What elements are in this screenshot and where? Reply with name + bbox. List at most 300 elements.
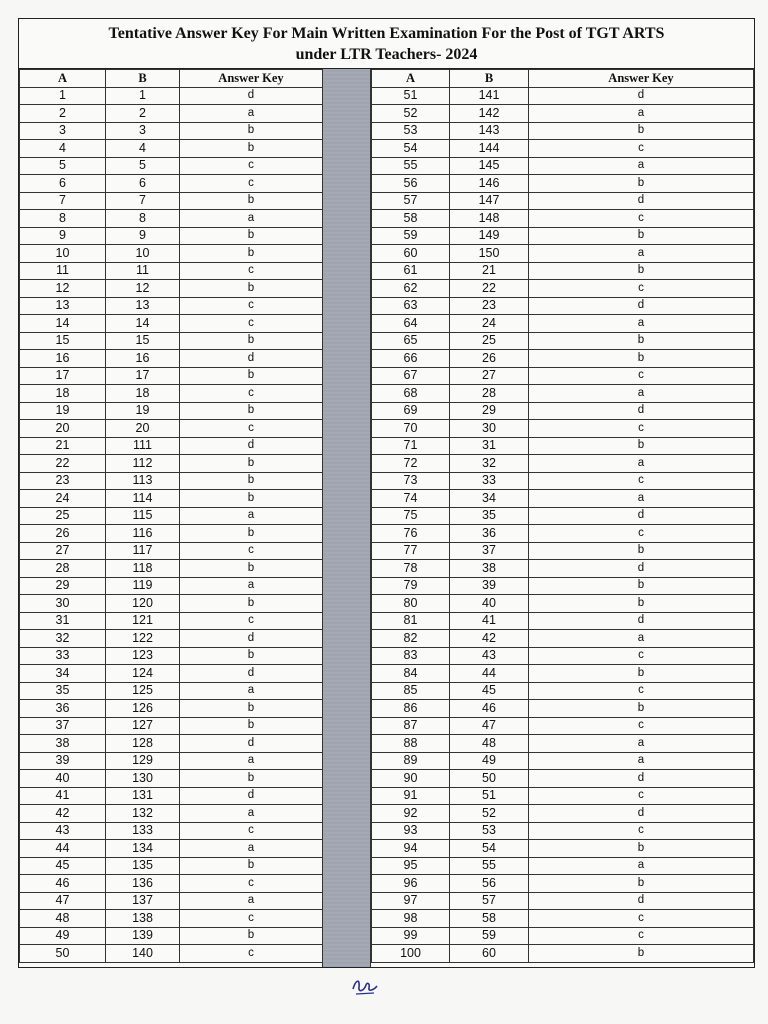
question-number-b: 112 — [106, 455, 180, 473]
question-number-b: 58 — [450, 910, 529, 928]
answer-key-cell: c — [529, 210, 754, 228]
answer-key-cell: b — [180, 367, 323, 385]
answer-key-cell: b — [180, 455, 323, 473]
question-number-b: 25 — [450, 332, 529, 350]
table-row — [20, 472, 323, 490]
answer-key-cell: b — [180, 245, 323, 263]
table-row — [20, 735, 323, 753]
question-number-a: 28 — [20, 560, 106, 578]
question-number-b: 37 — [450, 542, 529, 560]
table-row — [20, 910, 323, 928]
question-number-b: 27 — [450, 367, 529, 385]
answer-key-cell: a — [529, 105, 754, 123]
answer-key-cell: b — [180, 927, 323, 945]
question-number-a: 13 — [20, 297, 106, 315]
table-row — [20, 402, 323, 420]
question-number-a: 44 — [20, 840, 106, 858]
answer-key-cell: d — [529, 560, 754, 578]
table-row — [20, 857, 323, 875]
table-row — [372, 507, 754, 525]
table-row — [372, 560, 754, 578]
answer-key-cell: c — [180, 910, 323, 928]
table-row — [372, 297, 754, 315]
table-row — [372, 262, 754, 280]
question-number-b: 54 — [450, 840, 529, 858]
question-number-b: 3 — [106, 122, 180, 140]
answer-key-cell: b — [180, 472, 323, 490]
table-row — [20, 787, 323, 805]
answer-key-cell: b — [529, 595, 754, 613]
question-number-a: 48 — [20, 910, 106, 928]
table-row — [372, 892, 754, 910]
answer-key-cell: c — [529, 910, 754, 928]
question-number-b: 17 — [106, 367, 180, 385]
table-row — [372, 875, 754, 893]
question-number-a: 9 — [20, 227, 106, 245]
table-row — [372, 647, 754, 665]
question-number-a: 90 — [372, 770, 450, 788]
question-number-b: 49 — [450, 752, 529, 770]
answer-key-cell: c — [180, 875, 323, 893]
question-number-b: 30 — [450, 420, 529, 438]
answer-key-cell: c — [529, 367, 754, 385]
question-number-a: 82 — [372, 630, 450, 648]
question-number-a: 47 — [20, 892, 106, 910]
question-number-a: 79 — [372, 577, 450, 595]
table-row — [20, 647, 323, 665]
table-row — [20, 192, 323, 210]
table-row — [20, 927, 323, 945]
question-number-a: 70 — [372, 420, 450, 438]
answer-key-cell: b — [529, 840, 754, 858]
table-row — [20, 420, 323, 438]
question-number-a: 3 — [20, 122, 106, 140]
question-number-b: 5 — [106, 157, 180, 175]
answer-key-cell: a — [529, 857, 754, 875]
answer-key-cell: b — [529, 577, 754, 595]
table-row — [372, 105, 754, 123]
question-number-a: 22 — [20, 455, 106, 473]
question-number-b: 26 — [450, 350, 529, 368]
question-number-b: 52 — [450, 805, 529, 823]
question-number-a: 97 — [372, 892, 450, 910]
question-number-a: 55 — [372, 157, 450, 175]
question-number-a: 80 — [372, 595, 450, 613]
question-number-a: 30 — [20, 595, 106, 613]
question-number-b: 57 — [450, 892, 529, 910]
answer-key-cell: a — [529, 455, 754, 473]
table-row — [20, 682, 323, 700]
question-number-b: 28 — [450, 385, 529, 403]
question-number-a: 96 — [372, 875, 450, 893]
question-number-a: 57 — [372, 192, 450, 210]
question-number-a: 4 — [20, 140, 106, 158]
table-row — [372, 542, 754, 560]
answer-key-cell: b — [180, 122, 323, 140]
answer-key-cell: c — [529, 682, 754, 700]
question-number-b: 129 — [106, 752, 180, 770]
question-number-b: 132 — [106, 805, 180, 823]
table-row — [20, 507, 323, 525]
question-number-a: 65 — [372, 332, 450, 350]
question-number-a: 14 — [20, 315, 106, 333]
table-row — [20, 560, 323, 578]
answer-key-cell: d — [180, 735, 323, 753]
answer-key-cell: a — [180, 507, 323, 525]
question-number-b: 15 — [106, 332, 180, 350]
answer-key-cell: b — [529, 332, 754, 350]
question-number-b: 142 — [450, 105, 529, 123]
question-number-a: 6 — [20, 175, 106, 193]
question-number-b: 2 — [106, 105, 180, 123]
question-number-a: 100 — [372, 945, 450, 963]
question-number-b: 1 — [106, 87, 180, 105]
question-number-a: 58 — [372, 210, 450, 228]
column-header-a: A — [372, 70, 450, 88]
table-row — [372, 682, 754, 700]
question-number-a: 54 — [372, 140, 450, 158]
table-row — [372, 472, 754, 490]
answer-key-cell: a — [529, 385, 754, 403]
question-number-b: 141 — [450, 87, 529, 105]
table-row — [20, 437, 323, 455]
table-row — [20, 122, 323, 140]
answer-key-cell: b — [529, 437, 754, 455]
table-row — [20, 665, 323, 683]
table-row — [20, 332, 323, 350]
question-number-b: 13 — [106, 297, 180, 315]
question-number-a: 16 — [20, 350, 106, 368]
question-number-b: 48 — [450, 735, 529, 753]
question-number-b: 144 — [450, 140, 529, 158]
answer-key-cell: d — [529, 192, 754, 210]
question-number-a: 98 — [372, 910, 450, 928]
table-row — [372, 840, 754, 858]
answer-key-cell: b — [180, 140, 323, 158]
table-row — [20, 385, 323, 403]
question-number-b: 126 — [106, 700, 180, 718]
question-number-a: 17 — [20, 367, 106, 385]
question-number-a: 73 — [372, 472, 450, 490]
answer-key-cell: b — [180, 192, 323, 210]
question-number-a: 68 — [372, 385, 450, 403]
question-number-b: 10 — [106, 245, 180, 263]
answer-key-cell: b — [180, 647, 323, 665]
shaded-divider — [322, 69, 371, 967]
answer-key-cell: d — [529, 770, 754, 788]
question-number-b: 115 — [106, 507, 180, 525]
column-header-b: B — [450, 70, 529, 88]
question-number-b: 139 — [106, 927, 180, 945]
answer-key-cell: c — [529, 280, 754, 298]
question-number-a: 26 — [20, 525, 106, 543]
table-row — [372, 595, 754, 613]
table-row — [372, 87, 754, 105]
question-number-b: 7 — [106, 192, 180, 210]
table-row — [372, 787, 754, 805]
question-number-a: 7 — [20, 192, 106, 210]
answer-key-cell: a — [180, 210, 323, 228]
question-number-b: 46 — [450, 700, 529, 718]
question-number-b: 138 — [106, 910, 180, 928]
question-number-b: 47 — [450, 717, 529, 735]
answer-key-cell: c — [180, 385, 323, 403]
question-number-b: 59 — [450, 927, 529, 945]
question-number-b: 44 — [450, 665, 529, 683]
answer-key-cell: c — [529, 525, 754, 543]
table-row — [372, 420, 754, 438]
table-row — [20, 210, 323, 228]
table-row — [372, 735, 754, 753]
question-number-a: 27 — [20, 542, 106, 560]
table-row — [372, 437, 754, 455]
table-row — [372, 280, 754, 298]
question-number-a: 19 — [20, 402, 106, 420]
answer-key-cell: a — [180, 840, 323, 858]
question-number-b: 119 — [106, 577, 180, 595]
question-number-a: 61 — [372, 262, 450, 280]
question-number-a: 87 — [372, 717, 450, 735]
question-number-b: 21 — [450, 262, 529, 280]
question-number-a: 2 — [20, 105, 106, 123]
question-number-b: 42 — [450, 630, 529, 648]
question-number-b: 16 — [106, 350, 180, 368]
answer-key-cell: a — [180, 577, 323, 595]
table-row — [20, 455, 323, 473]
table-row — [372, 857, 754, 875]
question-number-a: 5 — [20, 157, 106, 175]
answer-key-cell: b — [180, 280, 323, 298]
question-number-b: 120 — [106, 595, 180, 613]
question-number-b: 148 — [450, 210, 529, 228]
answer-key-cell: a — [180, 892, 323, 910]
table-row — [372, 367, 754, 385]
question-number-b: 114 — [106, 490, 180, 508]
table-row — [20, 350, 323, 368]
question-number-a: 46 — [20, 875, 106, 893]
answer-key-cell: a — [180, 105, 323, 123]
question-number-b: 149 — [450, 227, 529, 245]
answer-key-cell: b — [529, 122, 754, 140]
table-row — [20, 525, 323, 543]
answer-key-cell: a — [529, 630, 754, 648]
question-number-a: 24 — [20, 490, 106, 508]
table-row — [20, 805, 323, 823]
answer-key-cell: b — [529, 262, 754, 280]
table-row — [372, 157, 754, 175]
question-number-b: 14 — [106, 315, 180, 333]
answer-key-cell: d — [529, 612, 754, 630]
question-number-b: 116 — [106, 525, 180, 543]
question-number-a: 53 — [372, 122, 450, 140]
answer-key-cell: d — [180, 787, 323, 805]
question-number-b: 39 — [450, 577, 529, 595]
question-number-b: 145 — [450, 157, 529, 175]
question-number-b: 45 — [450, 682, 529, 700]
table-row — [372, 315, 754, 333]
table-row — [372, 490, 754, 508]
question-number-a: 25 — [20, 507, 106, 525]
question-number-a: 78 — [372, 560, 450, 578]
table-row — [20, 87, 323, 105]
answer-key-cell: b — [529, 175, 754, 193]
answer-key-cell: c — [180, 542, 323, 560]
table-row — [372, 332, 754, 350]
question-number-a: 83 — [372, 647, 450, 665]
question-number-a: 29 — [20, 577, 106, 595]
question-number-b: 122 — [106, 630, 180, 648]
question-number-b: 147 — [450, 192, 529, 210]
answer-key-cell: b — [180, 490, 323, 508]
question-number-a: 92 — [372, 805, 450, 823]
answer-key-cell: b — [529, 227, 754, 245]
question-number-b: 24 — [450, 315, 529, 333]
column-header-answer-key: Answer Key — [180, 70, 323, 88]
question-number-a: 8 — [20, 210, 106, 228]
table-row — [20, 367, 323, 385]
answer-key-cell: d — [529, 507, 754, 525]
question-number-a: 51 — [372, 87, 450, 105]
answer-key-cell: a — [529, 157, 754, 175]
question-number-b: 127 — [106, 717, 180, 735]
table-row — [372, 192, 754, 210]
signature-mark — [350, 975, 380, 1002]
table-row — [20, 700, 323, 718]
table-row — [372, 245, 754, 263]
answer-key-cell: b — [180, 560, 323, 578]
question-number-b: 150 — [450, 245, 529, 263]
title-line-1: Tentative Answer Key For Main Written Examination For the Post of TGT ARTS — [108, 25, 665, 42]
question-number-b: 133 — [106, 822, 180, 840]
question-number-a: 31 — [20, 612, 106, 630]
answer-key-cell: c — [180, 157, 323, 175]
question-number-a: 85 — [372, 682, 450, 700]
table-row — [372, 630, 754, 648]
question-number-a: 45 — [20, 857, 106, 875]
column-header-b: B — [106, 70, 180, 88]
title-line-2: under LTR Teachers- 2024 — [295, 46, 478, 63]
question-number-a: 66 — [372, 350, 450, 368]
table-row — [372, 227, 754, 245]
question-number-a: 64 — [372, 315, 450, 333]
question-number-b: 53 — [450, 822, 529, 840]
table-row — [372, 665, 754, 683]
table-row — [372, 700, 754, 718]
question-number-a: 34 — [20, 665, 106, 683]
table-row — [20, 892, 323, 910]
question-number-a: 84 — [372, 665, 450, 683]
table-row — [20, 717, 323, 735]
question-number-a: 20 — [20, 420, 106, 438]
question-number-b: 22 — [450, 280, 529, 298]
answer-key-cell: c — [529, 927, 754, 945]
question-number-a: 93 — [372, 822, 450, 840]
question-number-b: 135 — [106, 857, 180, 875]
table-row — [20, 945, 323, 963]
answer-key-sheet — [18, 18, 755, 968]
question-number-b: 6 — [106, 175, 180, 193]
answer-key-cell: d — [180, 437, 323, 455]
answer-key-cell: d — [180, 630, 323, 648]
question-number-b: 134 — [106, 840, 180, 858]
table-row — [20, 280, 323, 298]
question-number-a: 94 — [372, 840, 450, 858]
table-row — [20, 840, 323, 858]
table-row — [372, 927, 754, 945]
question-number-a: 59 — [372, 227, 450, 245]
question-number-a: 15 — [20, 332, 106, 350]
question-number-a: 60 — [372, 245, 450, 263]
question-number-a: 39 — [20, 752, 106, 770]
question-number-a: 77 — [372, 542, 450, 560]
answer-key-cell: c — [529, 472, 754, 490]
answer-key-cell: c — [180, 612, 323, 630]
question-number-a: 89 — [372, 752, 450, 770]
answer-key-cell: a — [529, 752, 754, 770]
question-number-a: 69 — [372, 402, 450, 420]
table-row — [20, 630, 323, 648]
question-number-a: 11 — [20, 262, 106, 280]
question-number-b: 41 — [450, 612, 529, 630]
question-number-a: 32 — [20, 630, 106, 648]
table-row — [20, 822, 323, 840]
column-header-a: A — [20, 70, 106, 88]
question-number-b: 130 — [106, 770, 180, 788]
question-number-b: 35 — [450, 507, 529, 525]
question-number-a: 23 — [20, 472, 106, 490]
answer-key-cell: a — [529, 315, 754, 333]
table-row — [20, 140, 323, 158]
question-number-b: 143 — [450, 122, 529, 140]
question-number-b: 50 — [450, 770, 529, 788]
question-number-a: 56 — [372, 175, 450, 193]
question-number-b: 121 — [106, 612, 180, 630]
answer-key-cell: b — [529, 542, 754, 560]
table-row — [20, 542, 323, 560]
table-row — [372, 577, 754, 595]
answer-key-cell: b — [529, 700, 754, 718]
question-number-a: 21 — [20, 437, 106, 455]
answer-key-cell: b — [180, 595, 323, 613]
table-row — [20, 490, 323, 508]
question-number-a: 86 — [372, 700, 450, 718]
question-number-b: 113 — [106, 472, 180, 490]
table-row — [20, 245, 323, 263]
table-row — [372, 805, 754, 823]
answer-key-cell: c — [529, 787, 754, 805]
question-number-b: 136 — [106, 875, 180, 893]
answer-key-cell: c — [529, 717, 754, 735]
table-row — [20, 297, 323, 315]
answer-table-right — [371, 69, 754, 963]
answer-key-cell: b — [180, 717, 323, 735]
question-number-a: 42 — [20, 805, 106, 823]
question-number-b: 40 — [450, 595, 529, 613]
question-number-b: 29 — [450, 402, 529, 420]
table-row — [20, 875, 323, 893]
question-number-b: 4 — [106, 140, 180, 158]
header-row — [20, 70, 323, 88]
question-number-b: 140 — [106, 945, 180, 963]
question-number-a: 37 — [20, 717, 106, 735]
answer-key-cell: b — [180, 770, 323, 788]
table-row — [372, 525, 754, 543]
question-number-a: 49 — [20, 927, 106, 945]
table-row — [372, 612, 754, 630]
question-number-b: 34 — [450, 490, 529, 508]
question-number-b: 56 — [450, 875, 529, 893]
question-number-a: 18 — [20, 385, 106, 403]
